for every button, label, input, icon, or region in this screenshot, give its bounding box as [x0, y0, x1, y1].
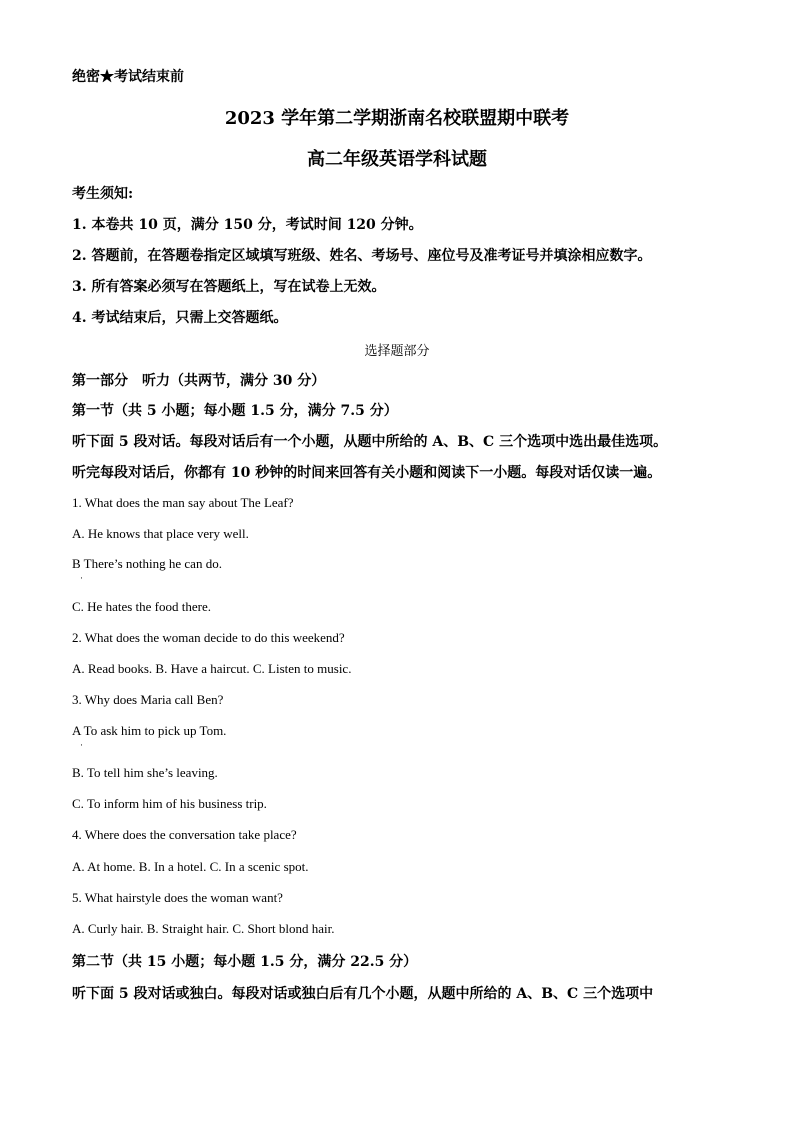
option-3b: B. To tell him she’s leaving. [72, 765, 218, 780]
stray-dot: · [80, 573, 83, 583]
section2-heading: 第二节（共 15 小题；每小题 1.5 分，满分 22.5 分） [72, 954, 418, 970]
exam-title: 2023 学年第二学期浙南名校联盟期中联考 [224, 108, 570, 129]
section1-heading: 第一节（共 5 小题；每小题 1.5 分，满分 7.5 分） [72, 403, 398, 419]
section-title: 选择题部分 [364, 344, 430, 359]
notice-item: 1. 本卷共 10 页，满分 150 分，考试时间 120 分钟。 [72, 217, 423, 233]
notice-item: 3. 所有答案必须写在答题纸上，写在试卷上无效。 [72, 279, 386, 295]
exam-subtitle: 高二年级英语学科试题 [307, 149, 487, 170]
question-4: 4. Where does the conversation take place? [72, 827, 297, 842]
option-1b: B There’s nothing he can do. [72, 556, 222, 571]
stray-dot: · [80, 740, 83, 750]
option-3a: A To ask him to pick up Tom. [72, 723, 227, 738]
options-5: A. Curly hair. B. Straight hair. C. Short blond hair. [72, 921, 335, 936]
section1-instructions: 听下面 5 段对话。每段对话后有一个小题，从题中所给的 A、B、C 三个选项中选出最佳选项。 [72, 434, 668, 450]
section1-instructions: 听完每段对话后，你都有 10 秒钟的时间来回答有关小题和阅读下一小题。每段对话仅读一遍。 [72, 465, 662, 481]
option-1a: A. He knows that place very well. [72, 526, 249, 541]
option-1c: C. He hates the food there. [72, 599, 211, 614]
question-5: 5. What hairstyle does the woman want? [72, 890, 283, 905]
options-4: A. At home. B. In a hotel. C. In a scenic spot. [72, 859, 309, 874]
question-2: 2. What does the woman decide to do this weekend? [72, 630, 345, 645]
section2-instructions: 听下面 5 段对话或独白。每段对话或独白后有几个小题，从题中所给的 A、B、C 三个选项中 [72, 986, 654, 1002]
notice-item: 4. 考试结束后，只需上交答题纸。 [72, 310, 288, 326]
option-3c: C. To inform him of his business trip. [72, 796, 267, 811]
notice-heading: 考生须知: [72, 186, 134, 202]
part1-heading: 第一部分 听力（共两节，满分 30 分） [72, 373, 326, 389]
notice-item: 2. 答题前，在答题卷指定区域填写班级、姓名、考场号、座位号及准考证号并填涂相应数字。 [72, 248, 652, 264]
secret-mark: 绝密★考试结束前 [72, 69, 184, 85]
options-2: A. Read books. B. Have a haircut. C. Listen to music. [72, 661, 352, 676]
question-3: 3. Why does Maria call Ben? [72, 692, 224, 707]
question-1: 1. What does the man say about The Leaf? [72, 495, 294, 510]
